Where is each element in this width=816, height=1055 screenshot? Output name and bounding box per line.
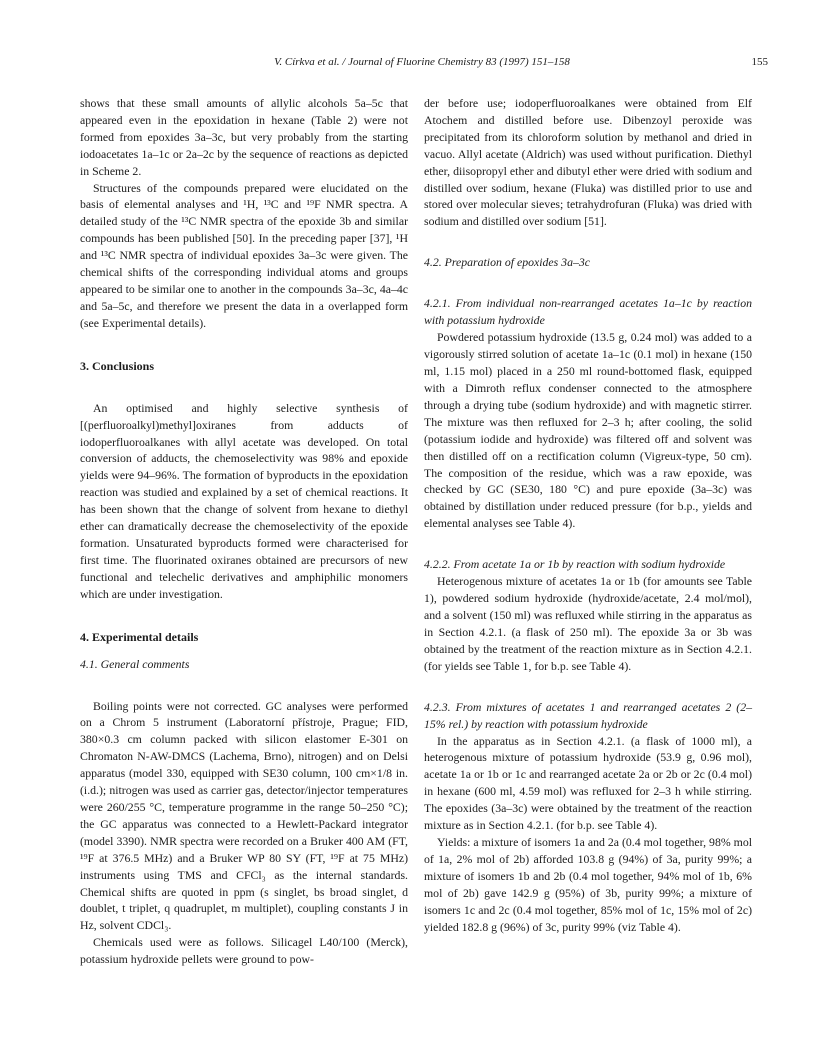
paragraph: Heterogenous mixture of acetates 1a or 1b (for amounts see Table 1), powdered sodium hydroxide (hydroxide/acetate, 2.4 mol/mol), and a solvent (150 ml) was refluxed while stirring in the apparatus as in Section 4.2.1. (a flask of 250 ml). The epoxide 3a or 3b was obtained by the treatment of the reaction mixture as in Section 4.2.1. (for yields see Table 1, for b.p. see Table 4). <box>424 574 752 673</box>
paragraph: Powdered potassium hydroxide (13.5 g, 0.24 mol) was added to a vigorously stirred solution of acetate 1a–1c (0.1 mol) in hexane (150 ml, 1.15 mol) placed in a 250 ml round-bottomed flask, equipped with a Dimroth reflux condenser connected to the atmosphere through a drying tube (sodium hydroxide) and with magnetic stirrer. The mixture was then refluxed for 2–3 h; after cooling, the solid (potassium iodide and hydroxide) was filtered off and solvent was then distilled off on a rectification column (Vigreux-type, 50 cm). The composition of the residue, which was a raw epoxide, was checked by GC (SE30, 180 °C) and pure epoxide (3a–3c) was obtained by distillation under reduced pressure (for b.p., yields and elemental analyses see Table 4). <box>424 330 752 531</box>
page-number: 155 <box>751 56 768 68</box>
subsection-heading-4-2: 4.2. Preparation of epoxides 3a–3c <box>424 255 591 270</box>
right-column <box>424 95 752 935</box>
paragraph: Boiling points were not corrected. GC analyses were performed on a Chrom 5 instrument (Laboratorní přístroje, Prague; FID, 380×0.3 cm column packed with silicon elastomer E-301 on Chromaton N-AW-DMCS (Lachema, Brno), nitrogen) and on Delsi apparatus (model 330, equipped with SE30 column, 100 cm×1/8 in. (i.d.); nitrogen was used as carrier gas, detector/injector temperatures were 260/255 °C, temperature programme in the range 50–250 °C); the GC apparatus was connected to a Hewlett-Packard integrator (model 3390). NMR spectra were recorded on a Bruker 400 AM (FT, ¹⁹F at 376.5 MHz) and a Bruker WP 80 SY (FT, ¹⁹F at 75 MHz) instruments using TMS and CFCl₃ as the internal standards. Chemical shifts are quoted in ppm (s singlet, bs broad singlet, d doublet, t triplet, q quadruplet, m multiplet), coupling constants J in Hz, solvent CDCl₃. <box>80 698 408 933</box>
paragraph: In the apparatus as in Section 4.2.1. (a flask of 1000 ml), a heterogenous mixture of potassium hydroxide (53.9 g, 0.96 mol), acetate 1a or 1b or 1c and rearranged acetate 2a or 2b or 2c (0.4 mol) in hexane (600 ml, 4.59 mol) was refluxed for 2–3 h while stirring. The epoxides (3a–3c) were obtained by the treatment of the reaction mixture as in Section 4.2.1. (for b.p. see Table 4). <box>424 733 752 833</box>
paragraph: der before use; iodoperfluoroalkanes were obtained from Elf Atochem and distilled before use. Dibenzoyl peroxide was precipitated from its chloroform solution by methanol and dried in vacuo. Allyl acetate (Aldrich) was used without purification. Diethyl ether, diisopropyl ether and dibutyl ether were dried with sodium and distilled over sodium, hexane (Fluka) was distilled prior to use and stored over molecular sieves; tetrahydrofuran (Fluka) was dried with sodium and distilled over sodium [51]. <box>424 96 752 229</box>
subsection-heading-general: 4.1. General comments <box>80 656 190 671</box>
section-heading-experimental: 4. Experimental details <box>80 629 199 644</box>
paragraph: shows that these small amounts of allylic alcohols 5a–5c that appeared even in the epoxidation in hexane (Table 2) were not formed from epoxides 3a–3c, but very probably from the starting iodoacetates 1a–1c or 2a–2c by the sequence of reactions as depicted in Scheme 2. <box>80 96 408 178</box>
page-header <box>72 56 772 72</box>
paragraph: Chemicals used were as follows. Silicagel L40/100 (Merck), potassium hydroxide pellets were ground to pow- <box>80 935 408 967</box>
subsubsection-heading-4-2-1: 4.2.1. From individual non-rearranged acetates 1a–1c by reaction with potassium hydroxide <box>424 296 752 328</box>
running-head: V. Církva et al. / Journal of Fluorine Chemistry 83 (1997) 151–158 <box>274 56 570 68</box>
subsubsection-heading-4-2-2: 4.2.2. From acetate 1a or 1b by reaction with sodium hydroxide <box>424 557 726 572</box>
subsubsection-heading-4-2-3: 4.2.3. From mixtures of acetates 1 and rearranged acetates 2 (2–15% rel.) by reaction with potassium hydroxide <box>424 699 752 731</box>
section-heading-conclusions: 3. Conclusions <box>80 358 155 373</box>
paragraph: An optimised and highly selective synthesis of [(perfluoroalkyl)methyl]oxiranes from adducts of iodoperfluoroalkanes with allyl acetate was developed. On total conversion of adducts, the chemoselectivity was 98% and epoxide yields were 94–96%. The formation of byproducts in the epoxidation reaction was studied and explained by a set of chemical reactions. It has been shown that the change of solvent from hexane to diethyl ether can dramatically decrease the chemoselectivity of the epoxide formation. Unsaturated byproducts formed were characterised for first time. The fluorinated oxiranes obtained are precursors of new functional and telechelic derivatives and amphiphilic monomers which are under investigation. <box>80 400 408 601</box>
left-column <box>80 95 408 968</box>
paragraph: Structures of the compounds prepared were elucidated on the basis of elemental analyses and ¹H, ¹³C and ¹⁹F NMR spectra. A detailed study of the ¹³C NMR spectra of the epoxide 3b and similar compounds has been published [50]. In the preceding paper [37], ¹H and ¹³C NMR spectra of individual epoxides 3a–3c were given. The chemical shifts of the corresponding individual atoms and groups appeared to be similar one to another in the compounds 3a–3c, 4a–4c and 5a–5c, and therefore we present the data in a overlapped form (see Experimental details). <box>80 180 408 330</box>
paragraph: Yields: a mixture of isomers 1a and 2a (0.4 mol together, 98% mol of 1a, 2% mol of 2b) afforded 103.8 g (94%) of 3a, purity 99%; a mixture of isomers 1b and 2b (0.4 mol together, 94% mol of 1b, 6% mol of 2b) gave 142.9 g (95%) of 3b, purity 99%; a mixture of isomers 1c and 2c (0.4 mol together, 85% mol of 1c, 15% mol of 2c) yielded 182.8 g (96%) of 3c, purity 99% (viz Table 4). <box>424 835 752 934</box>
